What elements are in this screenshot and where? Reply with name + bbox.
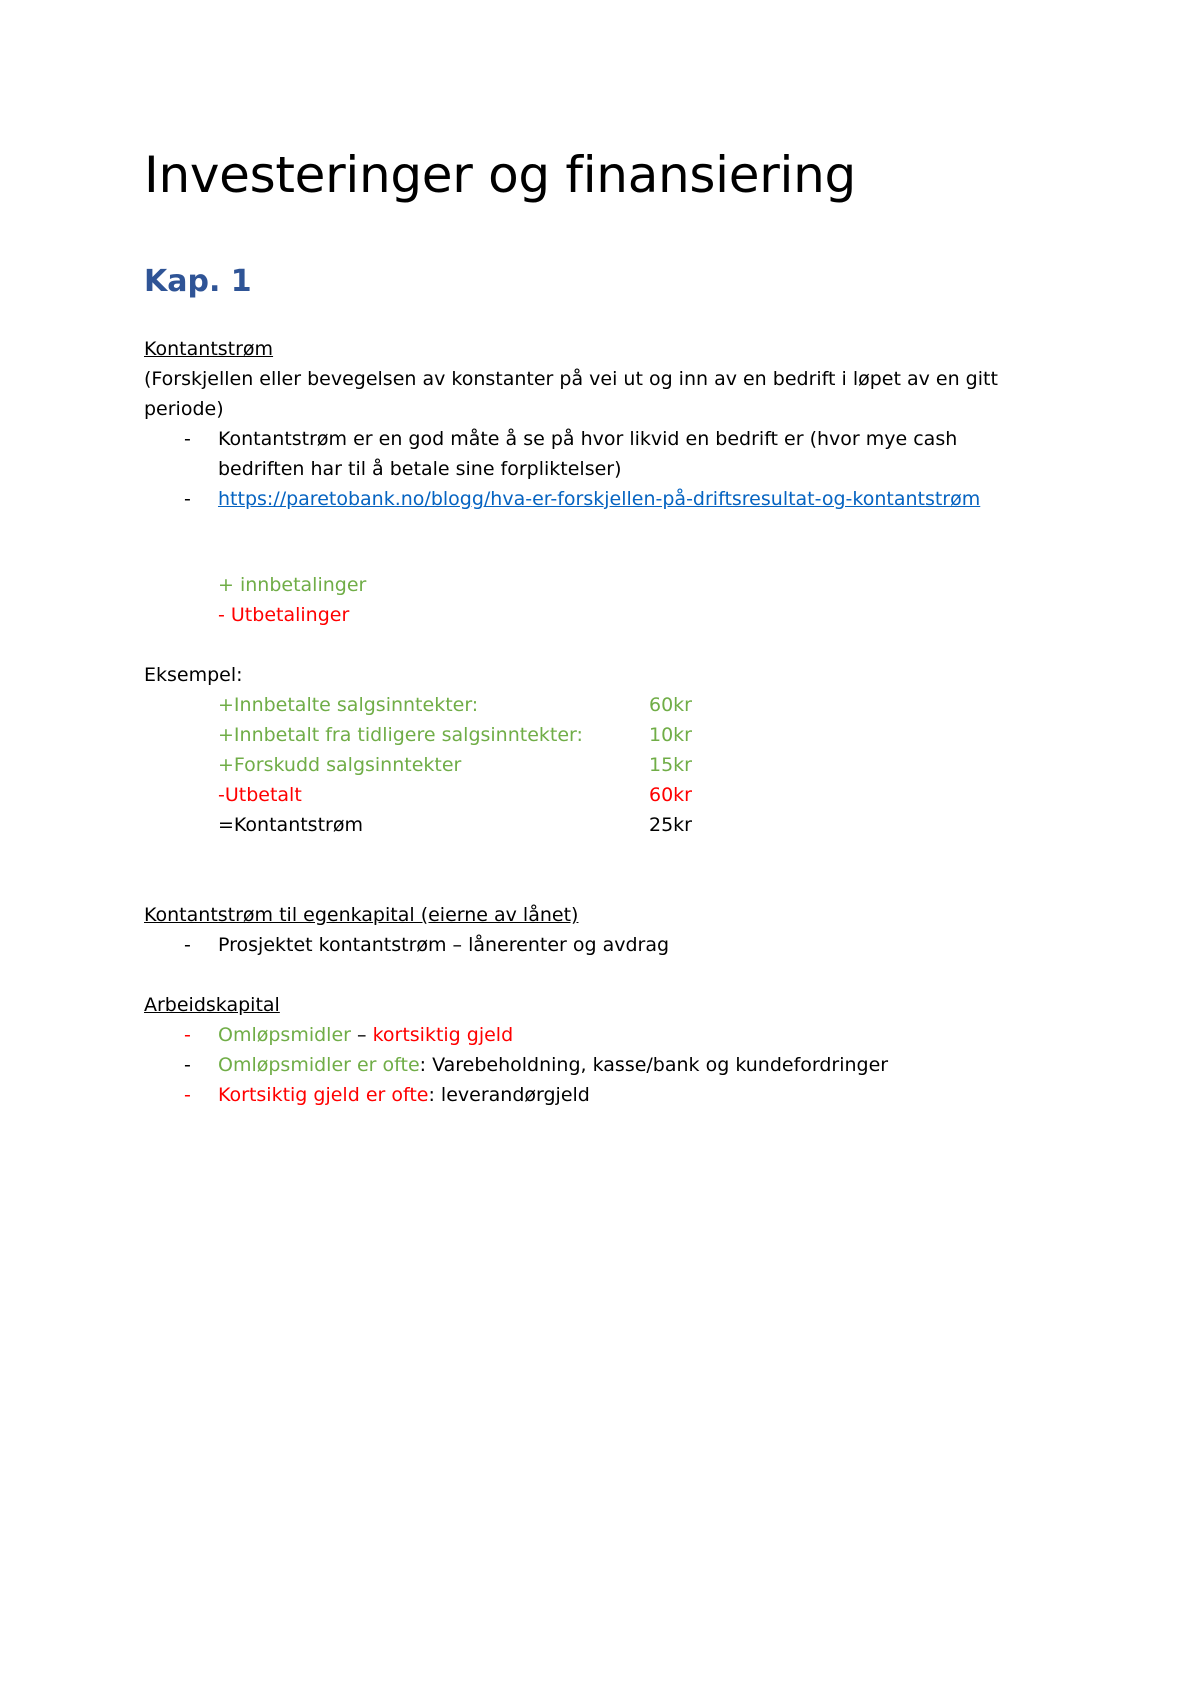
- section-heading: Kontantstrøm til egenkapital (eierne av lånet): [144, 904, 579, 926]
- term-kortsiktig-gjeld: kortsiktig gjeld: [372, 1024, 514, 1046]
- bullet-dash: -: [184, 1084, 191, 1106]
- bullet-dash: -: [184, 1024, 191, 1046]
- bullet-dash: -: [184, 428, 191, 450]
- formula-minus: - Utbetalinger: [218, 604, 350, 626]
- list-item: [144, 1050, 1044, 1080]
- example-row: [144, 810, 1044, 840]
- example-row: [144, 720, 1044, 750]
- example-label: +Innbetalte salgsinntekter:: [218, 694, 479, 716]
- example-row: [144, 750, 1044, 780]
- definition-text: : Varebeholdning, kasse/bank og kundefordringer: [419, 1054, 889, 1076]
- example-block: [144, 660, 1044, 840]
- bullet-text: Kontantstrøm er en god måte å se på hvor likvid en bedrift er (hvor mye cash bedriften har til å betale sine forpliktelser): [218, 428, 958, 480]
- list-item: [144, 930, 1044, 960]
- example-value: 10kr: [649, 724, 692, 746]
- term-omlopsmidler: Omløpsmidler: [218, 1024, 351, 1046]
- example-value: 60kr: [649, 784, 692, 806]
- example-heading: Eksempel:: [144, 664, 243, 686]
- example-value: 15kr: [649, 754, 692, 776]
- section-kontantstrom: [144, 334, 1044, 514]
- example-label: -Utbetalt: [218, 784, 302, 806]
- bullet-dash: -: [184, 934, 191, 956]
- list-item: [144, 424, 1044, 484]
- chapter-heading: Kap. 1: [144, 264, 252, 299]
- bullet-dash: -: [184, 488, 191, 510]
- formula-block: [144, 570, 1118, 630]
- example-label: =Kontantstrøm: [218, 814, 363, 836]
- term-kortsiktig-gjeld-ofte: Kortsiktig gjeld er ofte: [218, 1084, 429, 1106]
- example-label: +Innbetalt fra tidligere salgsinntekter:: [218, 724, 583, 746]
- bullet-dash: -: [184, 1054, 191, 1076]
- section-egenkapital: [144, 900, 1044, 960]
- term-omlopsmidler-ofte: Omløpsmidler er ofte: [218, 1054, 420, 1076]
- bullet-text: [144, 1020, 1044, 1050]
- section-heading: Kontantstrøm: [144, 338, 274, 360]
- bullet-text: [144, 1050, 1044, 1080]
- paretobank-link[interactable]: https://paretobank.no/blogg/hva-er-forskjellen-på-driftsresultat-og-kontantstrøm: [218, 488, 981, 510]
- example-label: +Forskudd salgsinntekter: [218, 754, 462, 776]
- example-row: [144, 780, 1044, 810]
- section-arbeidskapital: [144, 990, 1044, 1110]
- section-heading: Arbeidskapital: [144, 994, 280, 1016]
- example-value: 60kr: [649, 694, 692, 716]
- example-value: 25kr: [649, 814, 692, 836]
- definition-text: : leverandørgjeld: [428, 1084, 590, 1106]
- separator: –: [350, 1024, 373, 1046]
- bullet-text: [144, 1080, 1044, 1110]
- list-item: [144, 1080, 1044, 1110]
- list-item: [144, 484, 1044, 514]
- document-title: Investeringer og finansiering: [144, 146, 856, 204]
- intro-paragraph: (Forskjellen eller bevegelsen av konstanter på vei ut og inn av en bedrift i løpet av en gitt periode): [144, 368, 998, 420]
- example-row: [144, 690, 1044, 720]
- formula-plus: + innbetalinger: [218, 574, 367, 596]
- list-item: [144, 1020, 1044, 1050]
- bullet-text: Prosjektet kontantstrøm – lånerenter og avdrag: [218, 934, 670, 956]
